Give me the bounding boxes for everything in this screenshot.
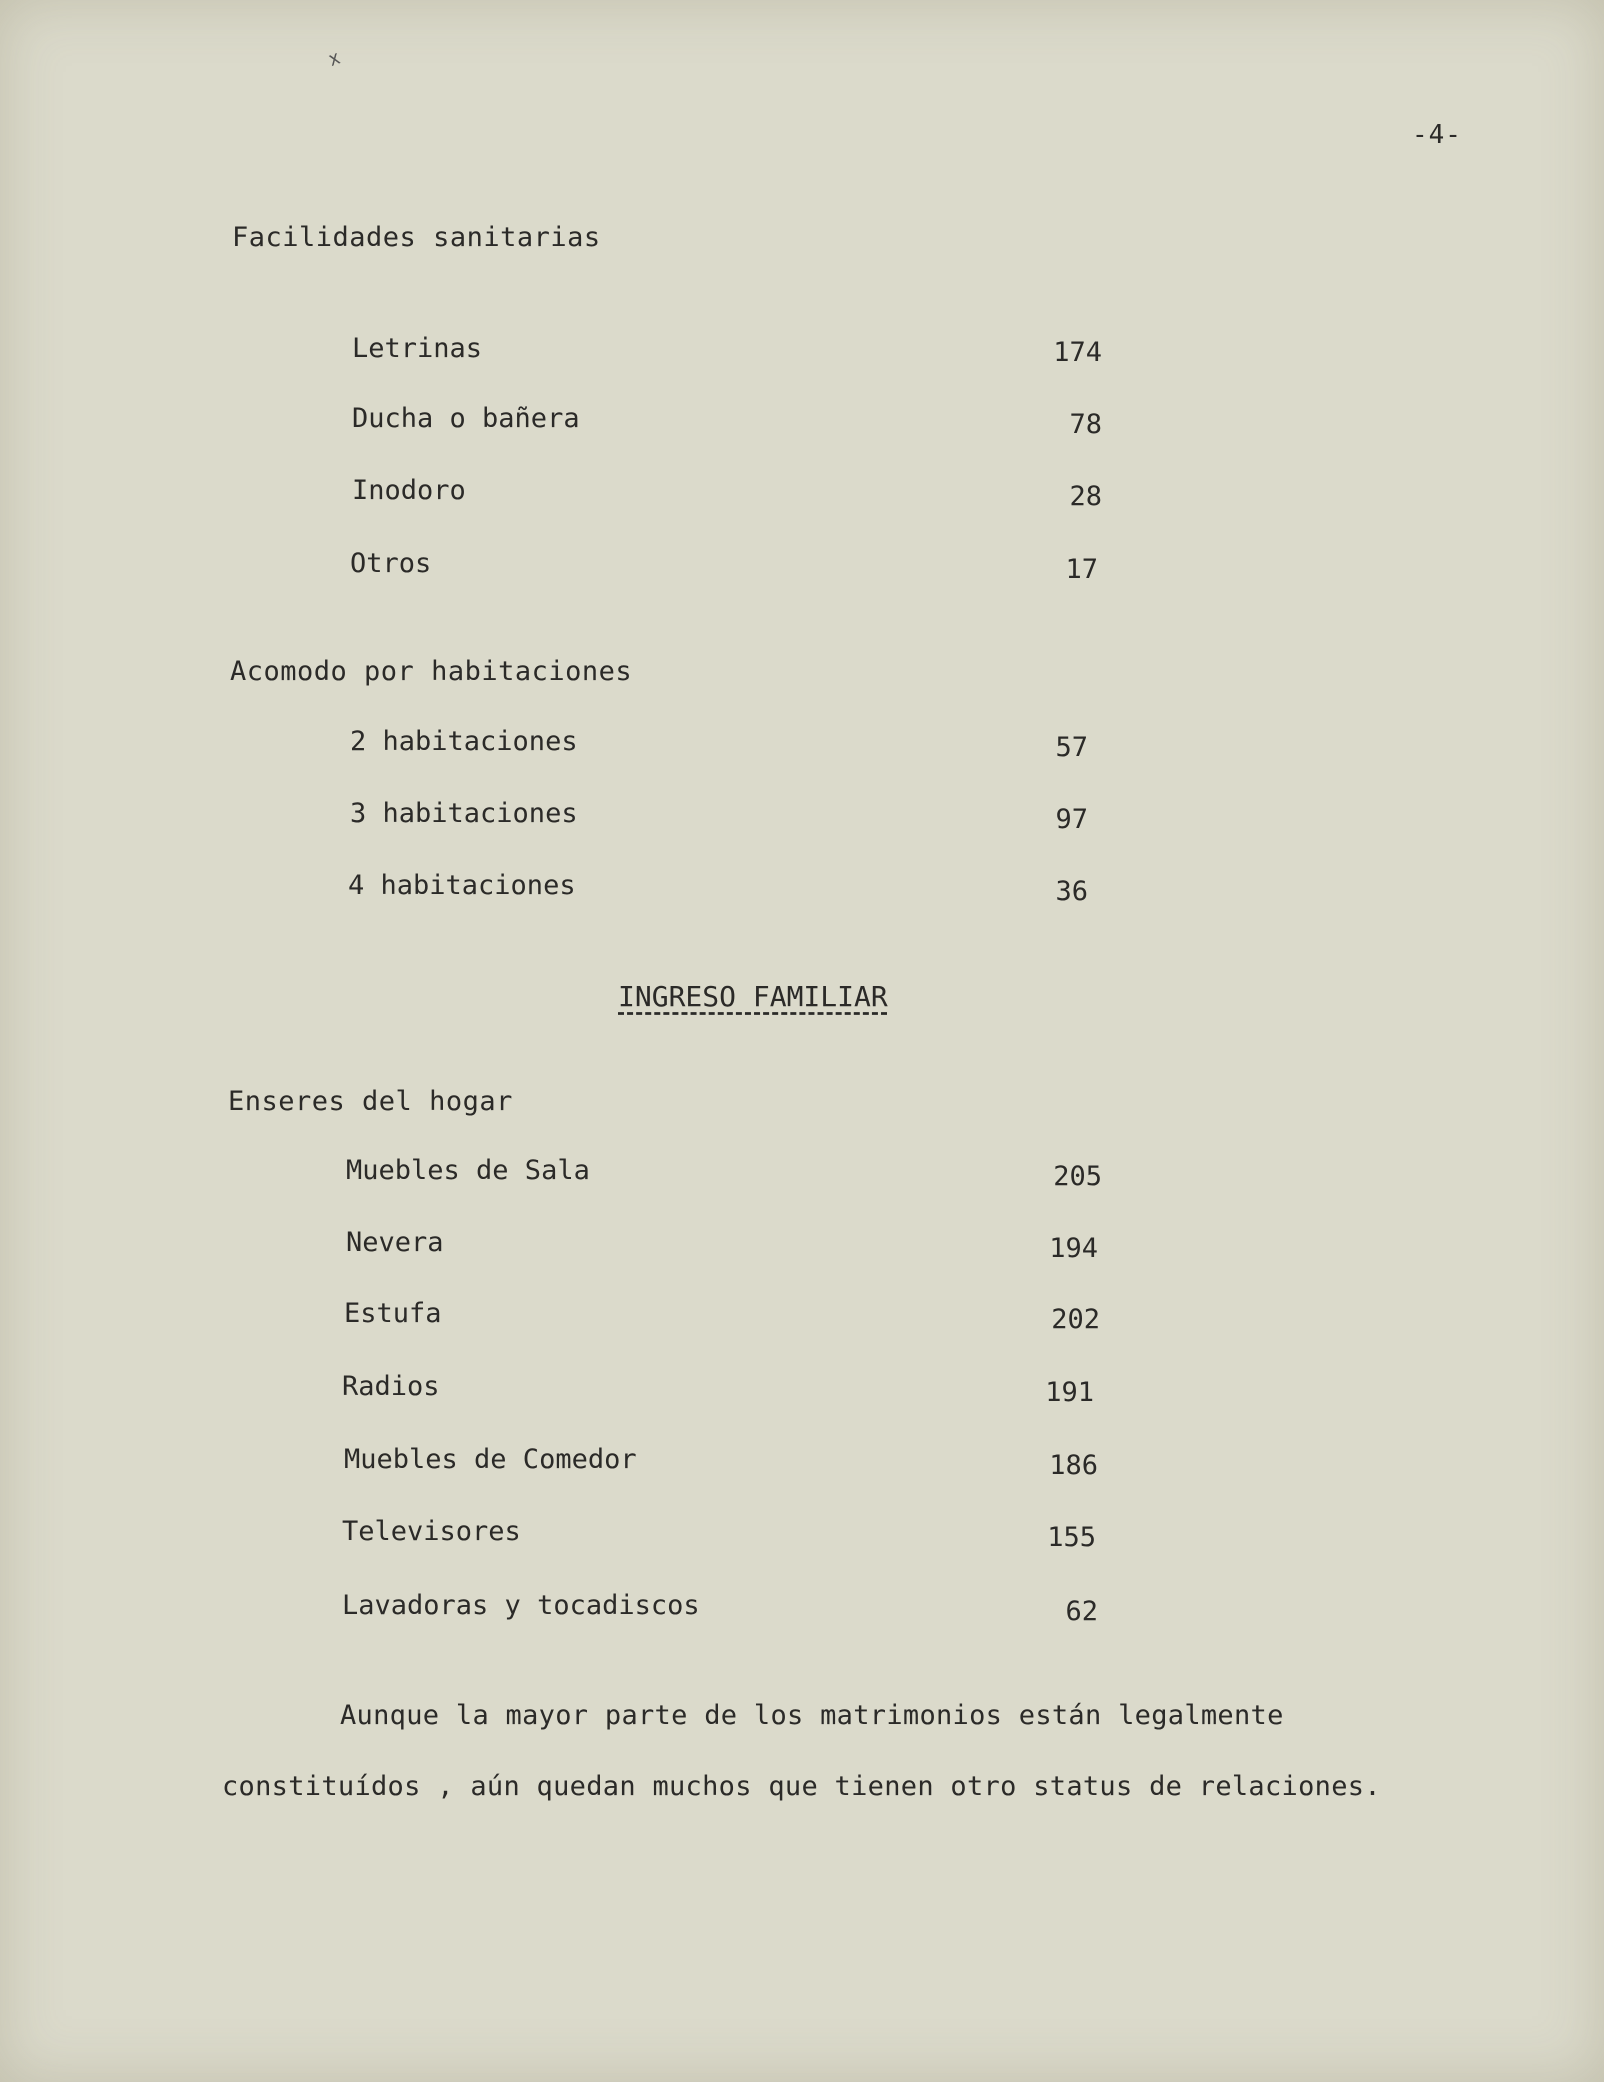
item-label: Ducha o bañera — [352, 403, 580, 434]
item-value: 36 — [1055, 876, 1088, 907]
paragraph-line-1: Aunque la mayor parte de los matrimonios están legalmente — [340, 1700, 1284, 1731]
item-label: Muebles de Comedor — [344, 1444, 637, 1475]
item-label: 2 habitaciones — [350, 726, 578, 757]
list-item — [0, 1227, 1604, 1267]
item-value: 202 — [1051, 1304, 1100, 1335]
item-value: 97 — [1055, 804, 1088, 835]
list-item — [0, 1516, 1604, 1556]
list-item — [0, 1590, 1604, 1630]
item-label: 4 habitaciones — [348, 870, 576, 901]
list-item — [0, 1155, 1604, 1195]
item-value: 62 — [1065, 1596, 1098, 1627]
list-item — [0, 1298, 1604, 1338]
list-item — [0, 333, 1604, 373]
item-label: Nevera — [346, 1227, 444, 1258]
income-heading: INGRESO FAMILIAR — [618, 980, 888, 1013]
sanitary-heading: Facilidades sanitarias — [232, 222, 601, 253]
item-value: 155 — [1047, 1522, 1096, 1553]
household-heading: Enseres del hogar — [228, 1086, 513, 1117]
item-label: Lavadoras y tocadiscos — [342, 1590, 700, 1621]
list-item — [0, 726, 1604, 766]
list-item — [0, 475, 1604, 515]
list-item — [0, 1371, 1604, 1411]
item-value: 78 — [1069, 409, 1102, 440]
item-label: 3 habitaciones — [350, 798, 578, 829]
list-item — [0, 1444, 1604, 1484]
item-value: 194 — [1049, 1233, 1098, 1264]
item-label: Letrinas — [352, 333, 483, 364]
list-item — [0, 548, 1604, 588]
item-label: Muebles de Sala — [346, 1155, 590, 1186]
item-value: 191 — [1045, 1377, 1094, 1408]
item-value: 28 — [1069, 481, 1102, 512]
paragraph-line-2: constituídos , aún quedan muchos que tienen otro status de relaciones. — [222, 1771, 1381, 1802]
item-label: Inodoro — [352, 475, 466, 506]
item-value: 205 — [1053, 1161, 1102, 1192]
list-item — [0, 870, 1604, 910]
item-value: 174 — [1053, 337, 1102, 368]
item-value: 186 — [1049, 1450, 1098, 1481]
page-number: -4- — [1412, 120, 1462, 150]
item-label: Televisores — [342, 1516, 521, 1547]
item-value: 17 — [1065, 554, 1098, 585]
item-value: 57 — [1055, 732, 1088, 763]
item-label: Estufa — [344, 1298, 442, 1329]
list-item — [0, 403, 1604, 443]
list-item — [0, 798, 1604, 838]
item-label: Radios — [342, 1371, 440, 1402]
rooms-heading: Acomodo por habitaciones — [230, 656, 633, 687]
pen-mark: ᕽ — [325, 48, 348, 82]
item-label: Otros — [350, 548, 432, 579]
